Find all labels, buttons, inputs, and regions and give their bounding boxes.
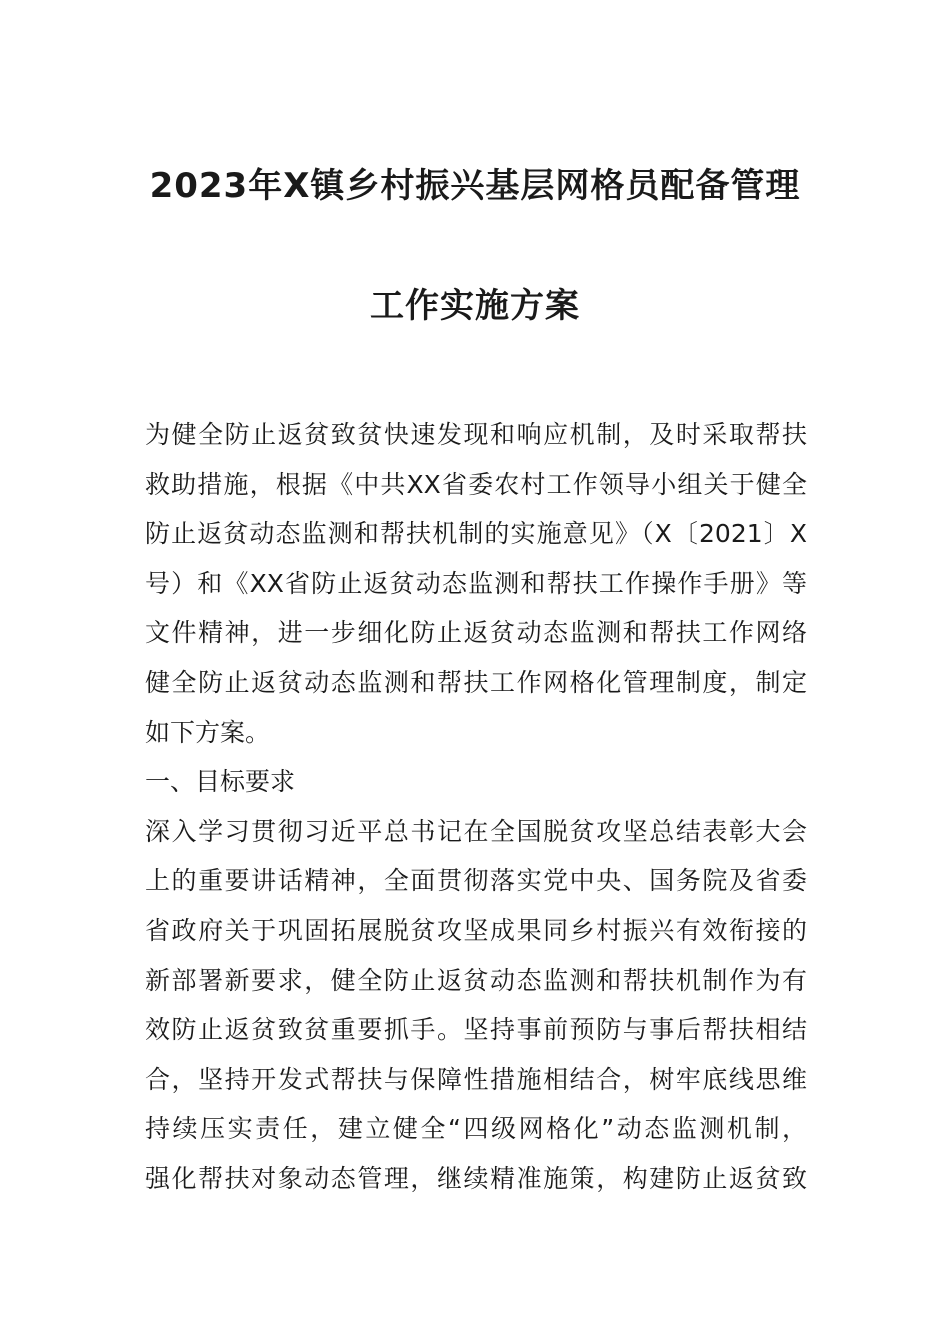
section-line: 强化帮扶对象动态管理，继续精准施策，构建防止返贫致 [145,1163,807,1193]
intro-line: 如下方案。 [145,717,271,747]
section-line: 合，坚持开发式帮扶与保障性措施相结合，树牢底线思维 [145,1064,807,1094]
intro-line: 健全防止返贫动态监测和帮扶工作网格化管理制度，制定 [145,667,807,697]
section-line: 新部署新要求，健全防止返贫动态监测和帮扶机制作为有 [145,965,807,995]
intro-line: 为健全防止返贫致贫快速发现和响应机制，及时采取帮扶 [145,420,807,449]
intro-line: 文件精神，进一步细化防止返贫动态监测和帮扶工作网络 [145,618,807,648]
intro-line: 救助措施，根据《中共XX省委农村工作领导小组关于健全 [145,469,807,499]
section-line: 上的重要讲话精神，全面贯彻落实党中央、国务院及省委 [145,866,807,896]
section-line: 持续压实责任，建立健全“四级网格化”动态监测机制， [145,1114,807,1144]
intro-line: 号）和《XX省防止返贫动态监测和帮扶工作操作手册》等 [145,568,807,598]
section-line: 省政府关于巩固拓展脱贫攻坚成果同乡村振兴有效衔接的 [145,915,807,945]
document-title-line-2: 工作实施方案 [370,286,580,326]
intro-line: 防止返贫动态监测和帮扶机制的实施意见》（X〔2021〕X [145,519,807,549]
section-line: 效防止返贫致贫重要抓手。坚持事前预防与事后帮扶相结 [145,1015,807,1045]
document-body [145,410,807,1204]
document-title-line-1: 2023年X镇乡村振兴基层网格员配备管理 [149,166,801,206]
section-heading: 一、目标要求 [145,767,296,797]
section-line: 深入学习贯彻习近平总书记在全国脱贫攻坚总结表彰大会 [145,816,807,846]
